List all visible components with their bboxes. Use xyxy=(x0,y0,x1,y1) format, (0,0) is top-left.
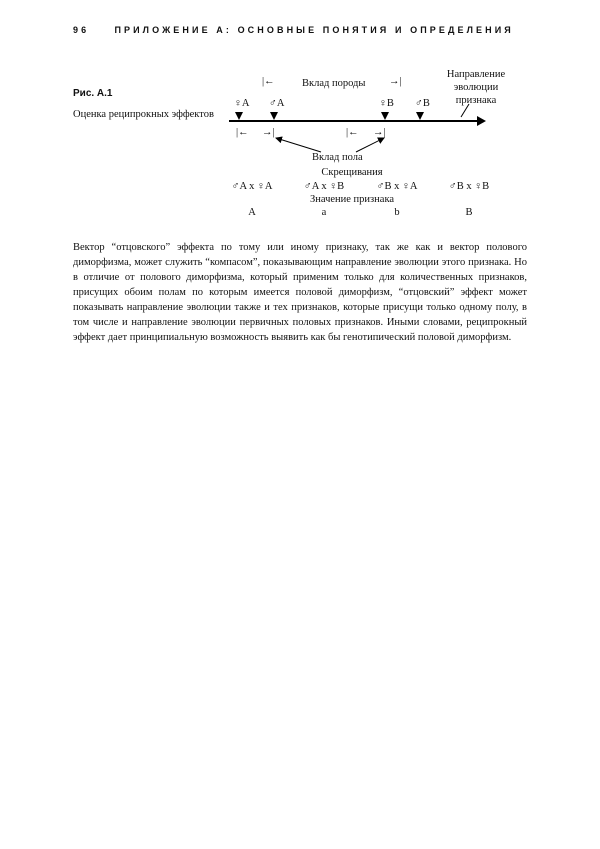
marker-male-a: ♂A xyxy=(269,98,285,109)
sex-arrow-left-1: |← xyxy=(236,127,249,138)
pointer-line-to-male-a xyxy=(276,138,321,152)
evolution-direction-line3: признака xyxy=(455,95,497,106)
sex-arrow-left-2: |← xyxy=(346,127,359,138)
trait-value-4: B xyxy=(465,207,473,218)
body-paragraph: Вектор “отцовского” эффекта по тому или иному признаку, так же как и вектор полового диморфизма, может служить “компасом”, показывающим направление эволюции этого признака. Но в отличие от полового диморфизма, который применим только для количественных признаков, присущих обоим полам по которым имеется половой диморфизм, “отцовский” эффект может показывать направление эволюции также и тех признаков, которые присущи только одному полу, в том числе и направление эволюции первичных половых признаков. Иными словами, реципрокный эффект дает принципиальную возможность выявить как бы генотипический половой диморфизм. xyxy=(73,242,527,343)
marker-female-a: ♀A xyxy=(234,98,250,109)
sex-contribution-label: Вклад пола xyxy=(312,152,363,163)
breed-arrow-right: →| xyxy=(389,76,402,87)
marker-male-b: ♂B xyxy=(415,98,430,109)
trait-value-1: A xyxy=(248,207,256,218)
trait-value-2: a xyxy=(321,207,327,218)
sex-arrow-right-1: →| xyxy=(262,127,275,138)
figure-label: Рис. А.1 xyxy=(73,88,113,99)
pointer-line-to-female-b xyxy=(356,138,384,152)
cross-1: ♂A x ♀A xyxy=(231,181,273,192)
trait-title: Значение признака xyxy=(309,194,395,205)
crosses-title: Скрещивания xyxy=(321,167,383,178)
pointer-line-evolution xyxy=(461,104,469,117)
cross-4: ♂B x ♀B xyxy=(448,181,490,192)
page-number: 96 xyxy=(73,25,90,35)
evolution-direction-line2: эволюции xyxy=(453,82,499,93)
breed-contribution-label: Вклад породы xyxy=(302,78,366,89)
sex-arrow-right-2: →| xyxy=(373,127,386,138)
figure-caption: Оценка реципрокных эффектов xyxy=(73,109,214,120)
cross-2: ♂A x ♀B xyxy=(303,181,345,192)
cross-3: ♂B x ♀A xyxy=(376,181,418,192)
trait-value-3: b xyxy=(394,207,400,218)
marker-female-b: ♀B xyxy=(379,98,394,109)
evolution-direction-line1: Направление xyxy=(446,69,506,80)
running-title: ПРИЛОЖЕНИЕ А: ОСНОВНЫЕ ПОНЯТИЯ И ОПРЕДЕЛЕНИЯ xyxy=(114,25,514,35)
breed-arrow-left: |← xyxy=(262,76,275,87)
